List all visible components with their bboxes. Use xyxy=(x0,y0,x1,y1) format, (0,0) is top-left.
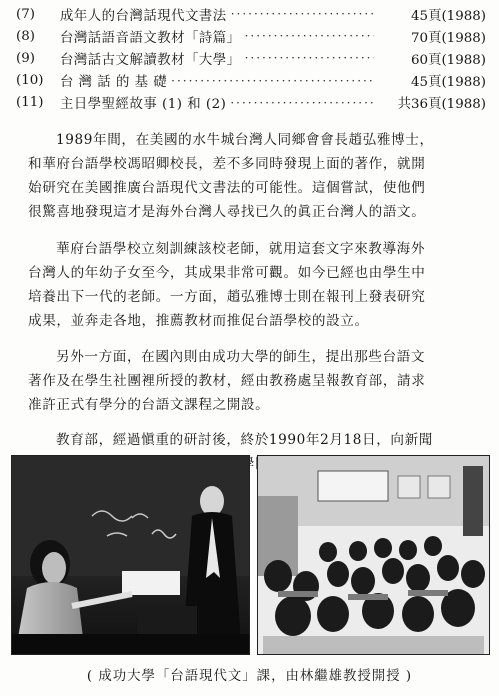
paragraph-line: 台灣人的年幼子女至今，其成果非常可觀。如今已經也由學生中 xyxy=(28,265,426,281)
item-title: 主日學聖經故事 (1) 和 (2) xyxy=(60,97,227,113)
classroom-photo-right xyxy=(257,455,490,655)
item-pages: 60頁(1988) xyxy=(411,52,486,68)
list-item xyxy=(16,47,486,69)
list-item xyxy=(16,70,486,92)
item-title: 成年人的台灣話現代文書法 xyxy=(60,8,227,24)
item-title: 台 灣 話 的 基 礎 xyxy=(60,75,168,91)
paragraph-line: 成果，並奔走各地，推薦教材而推促台語學校的設立。 xyxy=(28,313,369,329)
paragraph-line: 和華府台語學校馮昭卿校長，差不多同時發現上面的著作，就開 xyxy=(28,156,426,172)
paragraph-line: 1989年間，在美國的水牛城台灣人同鄉會會長趙弘雅博士， xyxy=(56,132,434,148)
paragraph-line: 准許正式有學分的台語文課程之開設。 xyxy=(28,397,270,413)
leader-dots xyxy=(231,7,374,21)
item-pages: 45頁(1988) xyxy=(411,8,486,24)
item-title: 台灣話古文解讀教材「大學」 xyxy=(60,52,241,68)
paragraph-line: 很驚喜地發現這才是海外台灣人尋找已久的眞正台灣人的語文。 xyxy=(28,204,426,220)
photo-caption: ( 成功大學「台語現代文」課，由林繼雄教授開授 ) xyxy=(86,669,413,684)
paragraph xyxy=(28,237,490,333)
item-number: (9) xyxy=(16,50,35,66)
list-item xyxy=(16,92,486,114)
classroom-photo-left xyxy=(11,455,250,655)
item-number: (11) xyxy=(16,95,44,111)
leader-dots xyxy=(245,29,374,43)
item-number: (10) xyxy=(16,73,44,89)
item-title: 台灣話語音語文教材「詩篇」 xyxy=(60,30,241,46)
paragraph xyxy=(28,345,490,417)
list-item xyxy=(16,25,486,47)
list-item xyxy=(16,3,486,25)
leader-dots xyxy=(171,74,374,88)
item-pages: 45頁(1988) xyxy=(411,75,486,91)
item-pages: 70頁(1988) xyxy=(411,30,486,46)
paragraph-line: 教育部，經過愼重的研討後，終於1990年2月18日，向新聞 xyxy=(56,432,434,448)
item-number: (8) xyxy=(16,28,35,44)
publication-list xyxy=(16,3,486,114)
paragraph xyxy=(28,128,490,224)
item-number: (7) xyxy=(16,6,35,22)
paragraph-line: 華府台語學校立刻訓練該校老師，就用這套文字來教導海外 xyxy=(56,241,426,257)
leader-dots xyxy=(245,51,374,65)
paragraph-line: 始研究在美國推廣台語現代文書法的可能性。這個嘗試，使他們 xyxy=(28,180,426,196)
leader-dots xyxy=(230,96,374,110)
paragraph-line: 另外一方面，在國內則由成功大學的師生，提出那些台語文 xyxy=(56,349,426,365)
item-pages: 共36頁(1988) xyxy=(397,97,486,113)
paragraph-line: 培養出下一代的老師。一方面，趙弘雅博士則在報刊上發表研究 xyxy=(28,289,426,305)
paragraph-line: 著作及在學生社團裡所授的教材，經由教務處呈報教育部，請求 xyxy=(28,373,426,389)
